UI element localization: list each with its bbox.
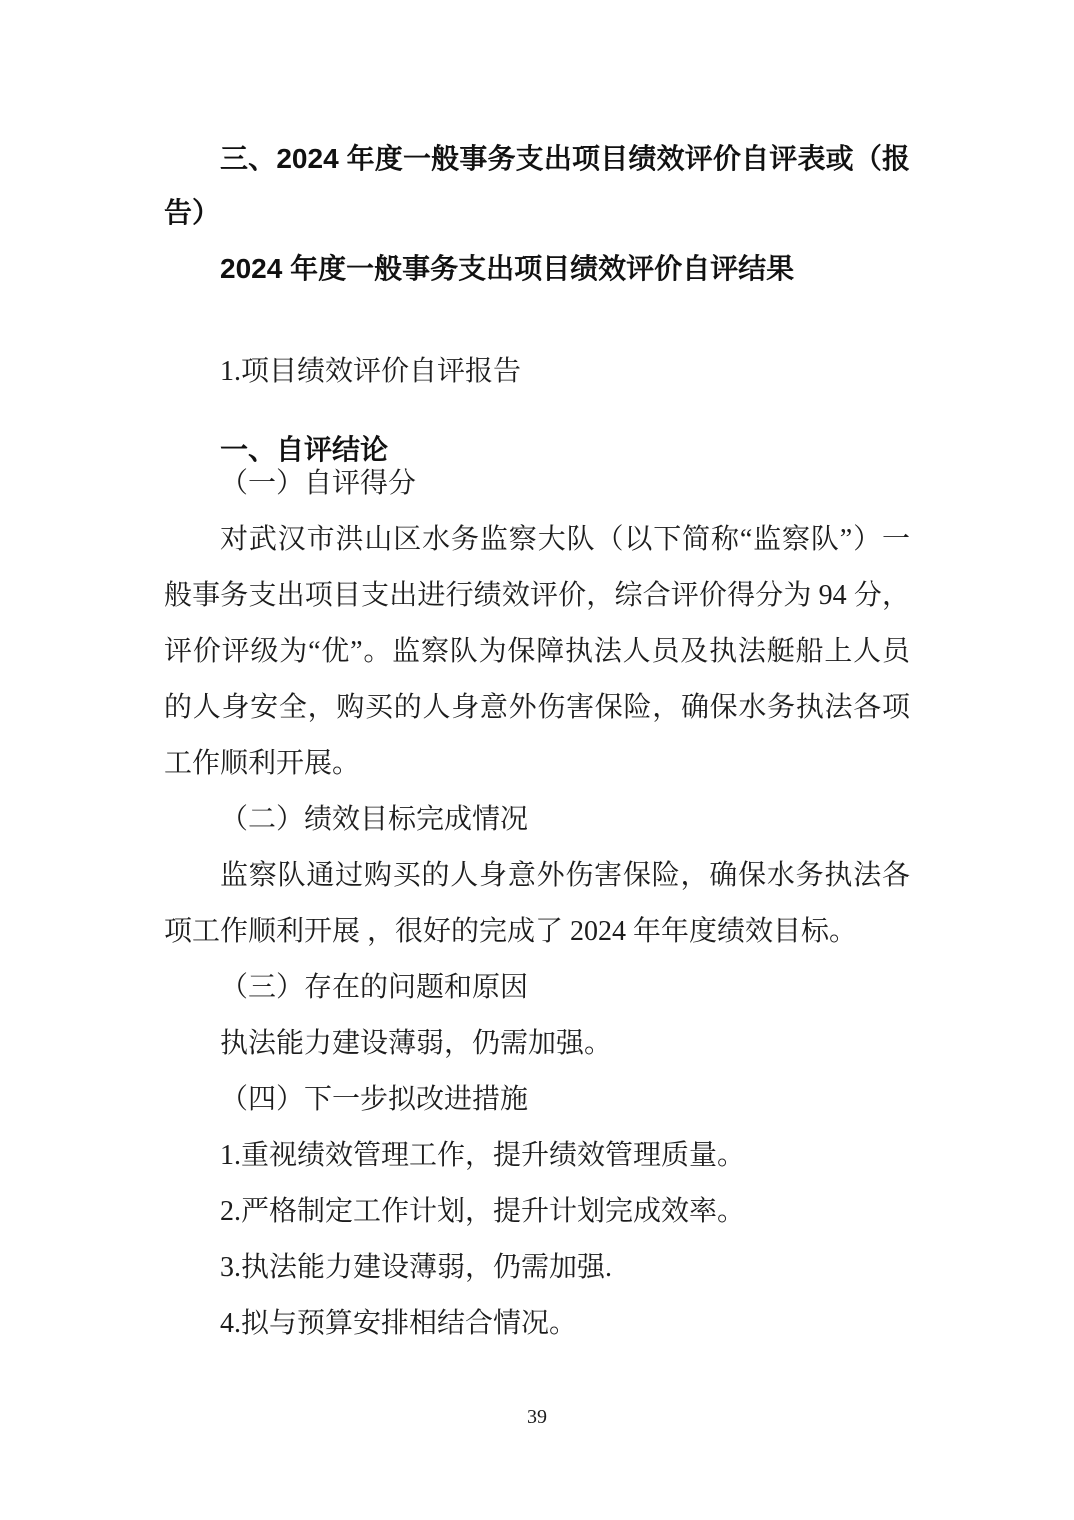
paragraph-self-score-label: （一）自评得分 [220, 468, 417, 499]
section-heading: 一、自评结论 [220, 434, 389, 465]
paragraph-improvement-item-3: 3.执法能力建设薄弱，仍需加强. [220, 1252, 613, 1283]
report-title: 1.项目绩效评价自评报告 [220, 356, 522, 387]
paragraph-improvement-item-1: 1.重视绩效管理工作，提升绩效管理质量。 [220, 1140, 746, 1171]
page-number: 39 [527, 1406, 547, 1428]
paragraph-improvement-item-4: 4.拟与预算安排相结合情况。 [220, 1308, 578, 1339]
paragraph-improvement-item-2: 2.严格制定工作计划，提升计划完成效率。 [220, 1196, 746, 1227]
paragraph-problems-label: （三）存在的问题和原因 [220, 972, 529, 1003]
paragraph-improvement-label: （四）下一步拟改进措施 [220, 1084, 529, 1115]
main-heading: 三、2024 年度一般事务支出项目绩效评价自评表或（报告） [164, 143, 910, 228]
paragraph-goal-completion-body: 监察队通过购买的人身意外伤害保险，确保水务执法各项工作顺利开展 ，很好的完成了 2024 年年度绩效目标。 [164, 860, 910, 947]
paragraph-self-score-body: 对武汉市洪山区水务监察大队（以下简称“监察队”）一般事务支出项目支出进行绩效评价，综合评价得分为 94 分，评价评级为“优”。监察队为保障执法人员及执法艇船上人员的人身安全，购买的人身意外伤害保险，确保水务执法各项工作顺利开展。 [164, 524, 910, 779]
sub-heading: 2024 年度一般事务支出项目绩效评价自评结果 [220, 253, 795, 284]
paragraph-goal-completion-label: （二）绩效目标完成情况 [220, 804, 529, 835]
paragraph-problems-body: 执法能力建设薄弱，仍需加强。 [220, 1028, 613, 1059]
